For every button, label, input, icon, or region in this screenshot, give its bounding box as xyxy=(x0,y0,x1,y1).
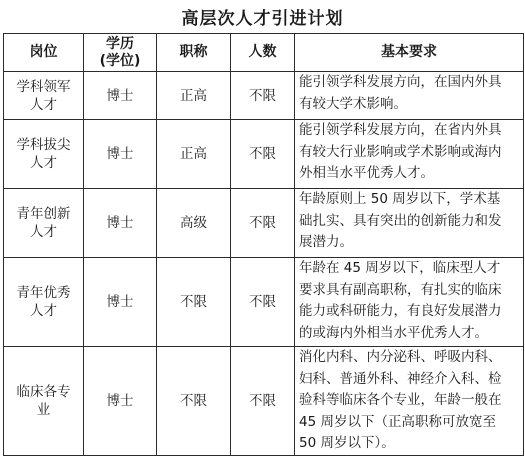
position-line: 人才 xyxy=(30,96,57,113)
rank-cell: 正高 xyxy=(157,72,231,120)
rank-cell: 高级 xyxy=(157,189,231,258)
count-cell: 不限 xyxy=(231,120,295,189)
position-cell xyxy=(4,72,84,120)
header-rank: 职称 xyxy=(157,34,231,72)
position-line: 学科领军 xyxy=(16,78,71,95)
rank-cell: 正高 xyxy=(157,120,231,189)
position-cell xyxy=(4,258,84,347)
position-line: 业 xyxy=(36,401,51,418)
page-title: 高层次人才引进计划 xyxy=(181,9,344,29)
position-line: 青年创新 xyxy=(16,206,71,222)
table-row xyxy=(4,189,524,258)
count-cell: 不限 xyxy=(231,347,295,456)
requirement-line: 有较大行业影响或学术影响或海内 xyxy=(299,143,502,160)
requirements-cell xyxy=(295,189,524,258)
requirement-line: 的或海内外相当水平优秀人才。 xyxy=(299,324,488,341)
requirement-line: 能力或科研能力，有良好发展潜力 xyxy=(299,303,502,319)
header-degree-line2: (学位) xyxy=(99,52,141,69)
position-line: 临床各专 xyxy=(16,383,71,400)
count-cell: 不限 xyxy=(231,72,295,120)
table-row xyxy=(4,258,524,347)
position-line: 青年优秀 xyxy=(16,285,71,301)
position-line: 人才 xyxy=(30,303,57,319)
requirement-line: 50 周岁以下）。 xyxy=(299,435,395,451)
table-row xyxy=(4,347,524,456)
talent-plan-table xyxy=(3,33,524,456)
header-position: 岗位 xyxy=(4,34,84,72)
degree-cell: 博士 xyxy=(84,189,157,258)
table-row xyxy=(4,120,524,189)
requirements-cell xyxy=(295,258,524,347)
count-cell: 不限 xyxy=(231,189,295,258)
position-line: 学科拔尖 xyxy=(16,137,71,153)
requirement-line: 妇科、普通外科、神经介入科、检 xyxy=(299,370,502,387)
position-line: 人才 xyxy=(30,155,57,171)
requirement-line: 础扎实、具有突出的创新能力和发 xyxy=(299,212,502,229)
requirement-line: 验科等临床各个专业，年龄一般在 xyxy=(299,392,502,408)
requirement-line: 外相当水平优秀人才。 xyxy=(299,165,434,181)
count-cell: 不限 xyxy=(231,258,295,347)
requirement-line: 有较大学术影响。 xyxy=(299,95,407,112)
table-row xyxy=(4,72,524,120)
degree-cell: 博士 xyxy=(84,347,157,456)
header-requirements: 基本要求 xyxy=(295,34,524,72)
requirement-line: 消化内科、内分泌科、呼吸内科、 xyxy=(299,349,502,365)
requirement-line: 年龄原则上 50 周岁以下，学术基 xyxy=(299,191,501,207)
header-degree xyxy=(84,34,157,72)
requirement-line: 能引领学科发展方向，在省内外具 xyxy=(299,122,502,138)
requirements-cell xyxy=(295,347,524,456)
requirement-line: 45 周岁以下（正高职称可放宽至 xyxy=(299,413,496,430)
degree-cell: 博士 xyxy=(84,258,157,347)
header-count: 人数 xyxy=(231,34,295,72)
rank-cell: 不限 xyxy=(157,258,231,347)
requirements-cell xyxy=(295,120,524,189)
requirement-line: 年龄在 45 周岁以下，临床型人才 xyxy=(299,260,501,276)
position-line: 人才 xyxy=(30,224,57,240)
requirement-line: 能引领学科发展方向，在国内外具 xyxy=(299,74,502,90)
requirement-line: 要求具有副高职称，有扎实的临床 xyxy=(299,281,502,298)
position-cell xyxy=(4,189,84,258)
header-degree-line1: 学历 xyxy=(106,35,134,52)
requirement-line: 展潜力。 xyxy=(299,234,353,250)
requirements-cell xyxy=(295,72,524,120)
degree-cell: 博士 xyxy=(84,120,157,189)
rank-cell: 不限 xyxy=(157,347,231,456)
header-row xyxy=(4,34,524,72)
position-cell xyxy=(4,120,84,189)
position-cell xyxy=(4,347,84,456)
degree-cell: 博士 xyxy=(84,72,157,120)
